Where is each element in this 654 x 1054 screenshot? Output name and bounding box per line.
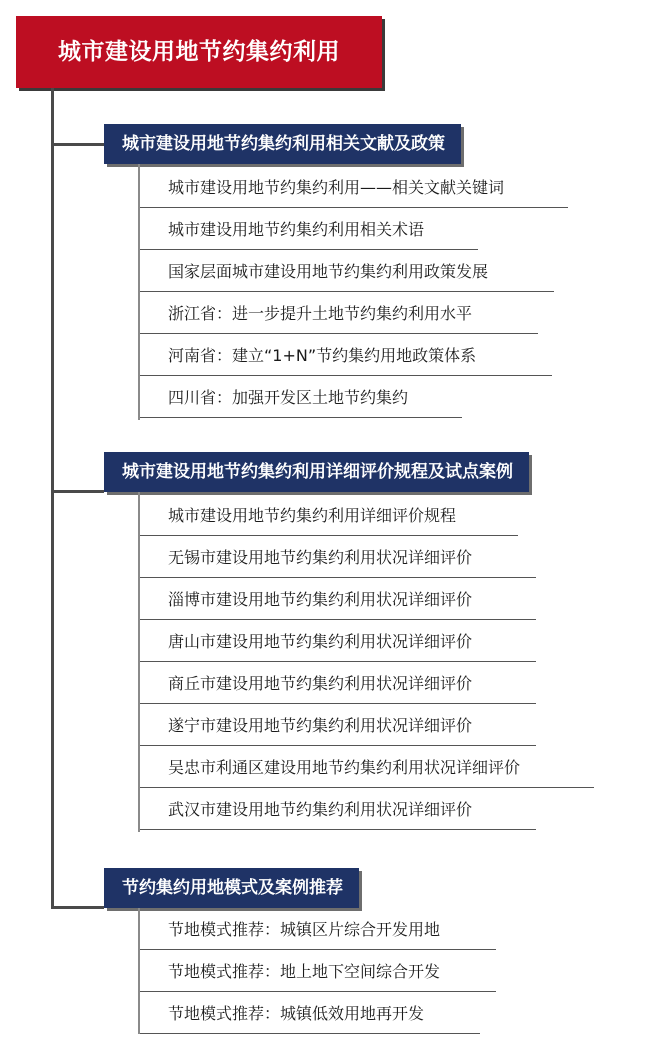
list-item: 四川省：加强开发区土地节约集约 (140, 378, 462, 418)
list-item: 商丘市建设用地节约集约利用状况详细评价 (140, 664, 536, 704)
branch-connector-2 (51, 490, 104, 493)
list-item: 浙江省：进一步提升土地节约集约利用水平 (140, 294, 538, 334)
list-item: 武汉市建设用地节约集约利用状况详细评价 (140, 790, 536, 830)
section-title-2: 城市建设用地节约集约利用详细评价规程及试点案例 (104, 452, 529, 492)
branch-connector-3 (51, 906, 104, 909)
list-item: 无锡市建设用地节约集约利用状况详细评价 (140, 538, 536, 578)
list-item: 淄博市建设用地节约集约利用状况详细评价 (140, 580, 536, 620)
section-title-3: 节约集约用地模式及案例推荐 (104, 868, 359, 908)
list-item: 城市建设用地节约集约利用详细评价规程 (140, 496, 518, 536)
tree-trunk-line (51, 88, 54, 908)
list-item: 节地模式推荐：城镇区片综合开发用地 (140, 910, 496, 950)
root-title-box: 城市建设用地节约集约利用 (16, 16, 382, 88)
list-item: 唐山市建设用地节约集约利用状况详细评价 (140, 622, 536, 662)
list-item: 城市建设用地节约集约利用相关术语 (140, 210, 478, 250)
branch-connector-1 (51, 143, 104, 146)
list-item: 节地模式推荐：地上地下空间综合开发 (140, 952, 496, 992)
list-item: 城市建设用地节约集约利用——相关文献关键词 (140, 168, 568, 208)
list-item: 吴忠市利通区建设用地节约集约利用状况详细评价 (140, 748, 594, 788)
list-item: 河南省：建立“1+N”节约集约用地政策体系 (140, 336, 552, 376)
list-item: 节地模式推荐：城镇低效用地再开发 (140, 994, 480, 1034)
section-title-1: 城市建设用地节约集约利用相关文献及政策 (104, 124, 461, 164)
list-item: 国家层面城市建设用地节约集约利用政策发展 (140, 252, 554, 292)
list-item: 遂宁市建设用地节约集约利用状况详细评价 (140, 706, 536, 746)
